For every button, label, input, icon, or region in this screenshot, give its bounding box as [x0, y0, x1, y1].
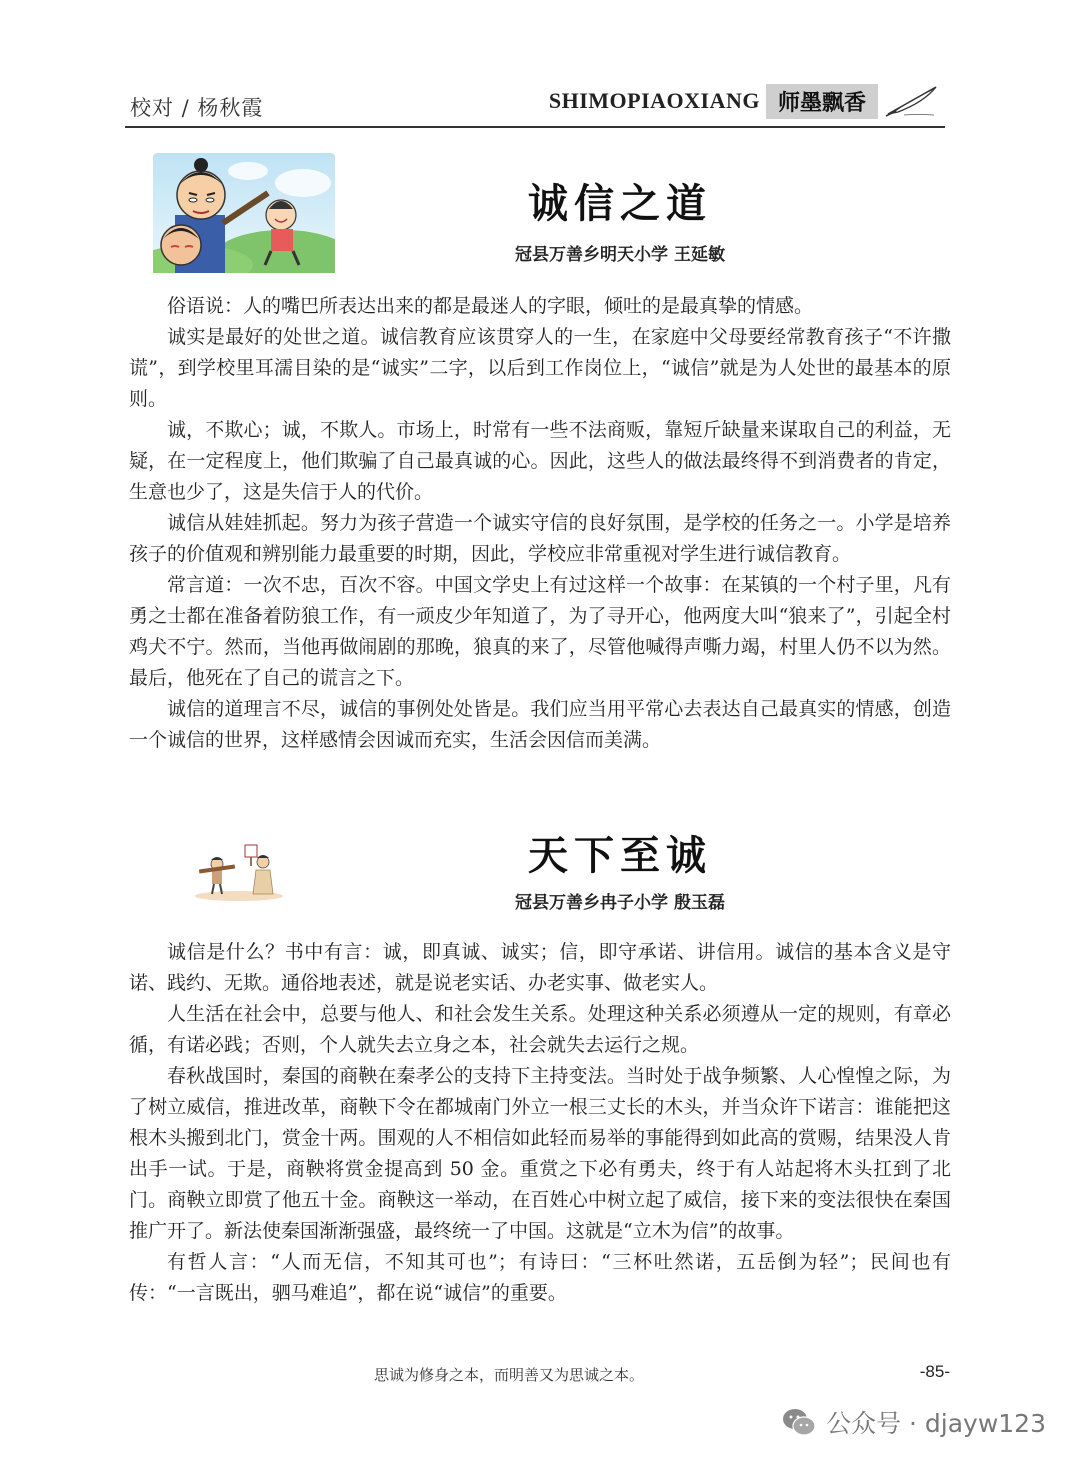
paragraph: 常言道：一次不忠，百次不容。中国文学史上有过这样一个故事：在某镇的一个村子里，凡有勇之士都在准备着防狼工作，有一顽皮少年知道了，为了寻开心，他两度大叫“狼来了”，引起全村鸡犬不宁。然而，当他再做闹剧的那晚，狼真的来了，尽管他喊得声嘶力竭，村里人仍不以为然。最后，他死在了自己的谎言之下。	[129, 574, 951, 689]
paragraph: 有哲人言：“人而无信，不知其可也”；有诗曰：“三杯吐然诺，五岳倒为轻”；民间也有传：“一言既出，驷马难追”，都在说“诚信”的重要。	[129, 1251, 951, 1304]
quill-pen-icon	[884, 84, 940, 118]
column-pinyin: SHIMOPIAOXIANG	[548, 88, 760, 113]
article-author: 冠县万善乡冉子小学 殷玉磊	[515, 893, 725, 913]
paragraph: 诚信是什么？书中有言：诚，即真诚、诚实；信，即守承诺、讲信用。诚信的基本含义是守诺、践约、无欺。通俗地表述，就是说老实话、办老实事、做老实人。	[129, 941, 951, 994]
page-number: -85-	[919, 1362, 950, 1381]
article-title: 天下至诚	[528, 833, 712, 879]
paragraph: 俗语说：人的嘴巴所表达出来的都是最迷人的字眼，倾吐的是最真挚的情感。	[167, 295, 814, 317]
proofreader-credit: 校对 / 杨秋霞	[130, 96, 264, 120]
column-header	[549, 84, 940, 118]
paragraph: 诚实是最好的处世之道。诚信教育应该贯穿人的一生，在家庭中父母要经常教育孩子“不许撒谎”，到学校里耳濡目染的是“诚实”二字，以后到工作岗位上，“诚信”就是为人处世的最基本的原则。	[129, 326, 951, 410]
wechat-watermark	[782, 1404, 1046, 1440]
paragraph: 春秋战国时，秦国的商鞅在秦孝公的支持下主持变法。当时处于战争频繁、人心惶惶之际，为了树立威信，推进改革，商鞅下令在都城南门外立一根三丈长的木头，并当众许下诺言：谁能把这根木头搬到北门，赏金十两。围观的人不相信如此轻而易举的事能得到如此高的赏赐，结果没人肯出手一试。于是，商鞅将赏金提高到 50 金。重赏之下必有勇夫，终于有人站起将木头扛到了北门。商鞅立即赏了他五十金。商鞅这一举动，在百姓心中树立起了威信，接下来的变法很快在秦国推广开了。新法使秦国渐渐强盛，最终统一了中国。这就是“立木为信”的故事。	[129, 1065, 951, 1242]
paragraph: 诚信从娃娃抓起。努力为孩子营造一个诚实守信的良好氛围，是学校的任务之一。小学是培养孩子的价值观和辨别能力最重要的时期，因此，学校应非常重视对学生进行诚信教育。	[129, 512, 951, 565]
column-badge: 师墨飘香	[766, 84, 878, 119]
paragraph: 诚，不欺心；诚，不欺人。市场上，时常有一些不法商贩，靠短斤缺量来谋取自己的利益，无疑，在一定程度上，他们欺骗了自己最真诚的心。因此，这些人的做法最终得不到消费者的肯定，生意也少了，这是失信于人的代价。	[129, 419, 951, 503]
wechat-icon	[782, 1407, 816, 1437]
article-body	[129, 291, 951, 756]
header-divider	[125, 126, 945, 128]
paragraph: 人生活在社会中，总要与他人、和社会发生关系。处理这种关系必须遵从一定的规则，有章必循，有诺必践；否则，个人就失去立身之本，社会就失去运行之规。	[129, 1003, 951, 1056]
article-body	[129, 937, 951, 1309]
watermark-text: 公众号 · djayw123	[826, 1409, 1046, 1438]
paragraph: 诚信的道理言不尽，诚信的事例处处皆是。我们应当用平常心去表达自己最真实的情感，创造一个诚信的世界，这样感情会因诚而充实，生活会因信而美满。	[129, 698, 951, 751]
footer-motto: 思诚为修身之本，而明善又为思诚之本。	[373, 1366, 644, 1384]
article-author: 冠县万善乡明天小学 王延敏	[515, 245, 725, 265]
article-title: 诚信之道	[528, 181, 712, 227]
